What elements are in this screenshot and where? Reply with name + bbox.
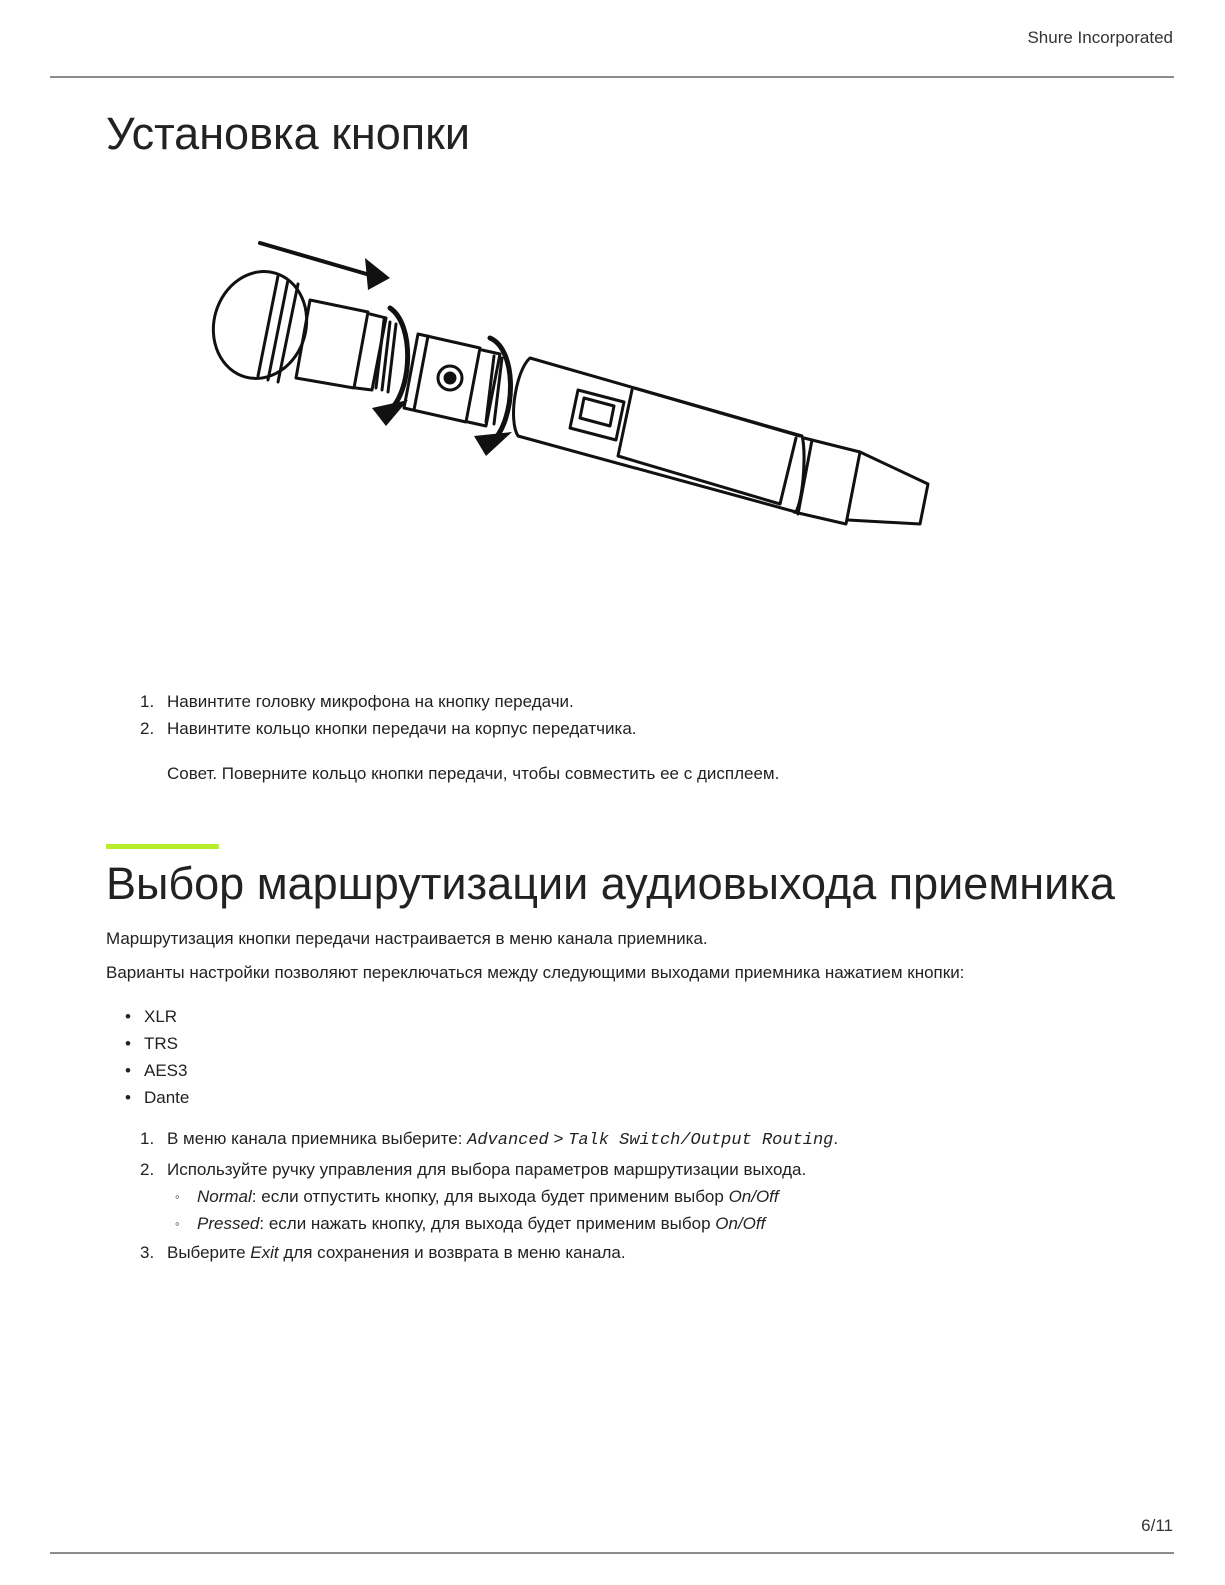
direction-arrow-icon — [260, 243, 390, 290]
routing-options-paragraph: Варианты настройки позволяют переключаться между следующими выходами приемника нажатием кнопки: — [106, 963, 965, 982]
exit-term: Exit — [250, 1243, 279, 1262]
option-value: On/Off — [728, 1187, 779, 1206]
transmitter-body-icon — [514, 358, 928, 524]
list-item — [140, 688, 1140, 715]
list-item — [140, 1239, 1140, 1266]
footer-divider — [50, 1552, 1174, 1554]
section-accent-bar — [106, 844, 219, 849]
step-text-end: . — [833, 1129, 839, 1148]
section-title-button-install: Установка кнопки — [106, 108, 470, 159]
option-text: : если отпустить кнопку, для выхода будет применим выбор — [251, 1187, 729, 1206]
talk-switch-ring-icon — [404, 334, 502, 426]
header-divider — [50, 76, 1174, 78]
bullet-icon: • — [125, 1034, 131, 1053]
circle-bullet-icon: ◦ — [175, 1189, 180, 1204]
step-number: 3. — [140, 1243, 155, 1262]
step-text: В меню канала приемника выберите: — [167, 1129, 468, 1148]
option-text: : если нажать кнопку, для выхода будет применим выбор — [259, 1214, 716, 1233]
list-item — [140, 1156, 1140, 1237]
step-number: 2. — [140, 1160, 155, 1179]
bullet-icon: • — [125, 1088, 131, 1107]
bullet-icon: • — [125, 1061, 131, 1080]
output-label: XLR — [144, 1007, 178, 1026]
step-text: Выберите — [167, 1243, 251, 1262]
microphone-head-icon — [201, 260, 396, 392]
option-value: On/Off — [715, 1214, 766, 1233]
menu-path-advanced: Advanced — [467, 1131, 549, 1150]
menu-path-talk-switch: Talk Switch/Output Routing — [568, 1131, 834, 1150]
routing-intro-paragraph: Маршрутизация кнопки передачи настраивается в меню канала приемника. — [106, 929, 708, 948]
output-label: AES3 — [144, 1061, 188, 1080]
routing-options-sublist — [167, 1183, 1140, 1237]
list-item — [140, 715, 1140, 742]
section-title-output-routing: Выбор маршрутизации аудиовыхода приемника — [106, 858, 1115, 909]
list-item — [125, 1030, 189, 1057]
list-item — [125, 1084, 189, 1111]
list-item — [125, 1057, 189, 1084]
menu-separator: > — [548, 1129, 569, 1148]
step-number: 2. — [140, 719, 155, 738]
step-text: Навинтите головку микрофона на кнопку передачи. — [167, 692, 574, 711]
output-label: TRS — [144, 1034, 178, 1053]
list-item — [167, 1210, 1140, 1237]
step-text-end: для сохранения и возврата в меню канала. — [278, 1243, 626, 1262]
step-text: Навинтите кольцо кнопки передачи на корпус передатчика. — [167, 719, 637, 738]
header-company-name: Shure Incorporated — [1027, 28, 1173, 47]
page-number: 6/11 — [1141, 1516, 1173, 1535]
list-item — [140, 1125, 1140, 1154]
option-term: Normal — [197, 1187, 252, 1206]
circle-bullet-icon: ◦ — [175, 1216, 180, 1231]
microphone-assembly-illustration — [200, 230, 960, 550]
step-number: 1. — [140, 692, 155, 711]
list-item — [167, 1183, 1140, 1210]
routing-steps-list — [140, 1125, 1140, 1268]
outputs-list — [125, 1003, 189, 1111]
install-steps-list — [140, 688, 1140, 742]
step-number: 1. — [140, 1129, 155, 1148]
tip-note: Совет. Поверните кольцо кнопки передачи, чтобы совместить ее с дисплеем. — [167, 764, 780, 783]
bullet-icon: • — [125, 1007, 131, 1026]
output-label: Dante — [144, 1088, 190, 1107]
step-text: Используйте ручку управления для выбора параметров маршрутизации выхода. — [167, 1160, 807, 1179]
option-term: Pressed — [197, 1214, 260, 1233]
list-item — [125, 1003, 189, 1030]
